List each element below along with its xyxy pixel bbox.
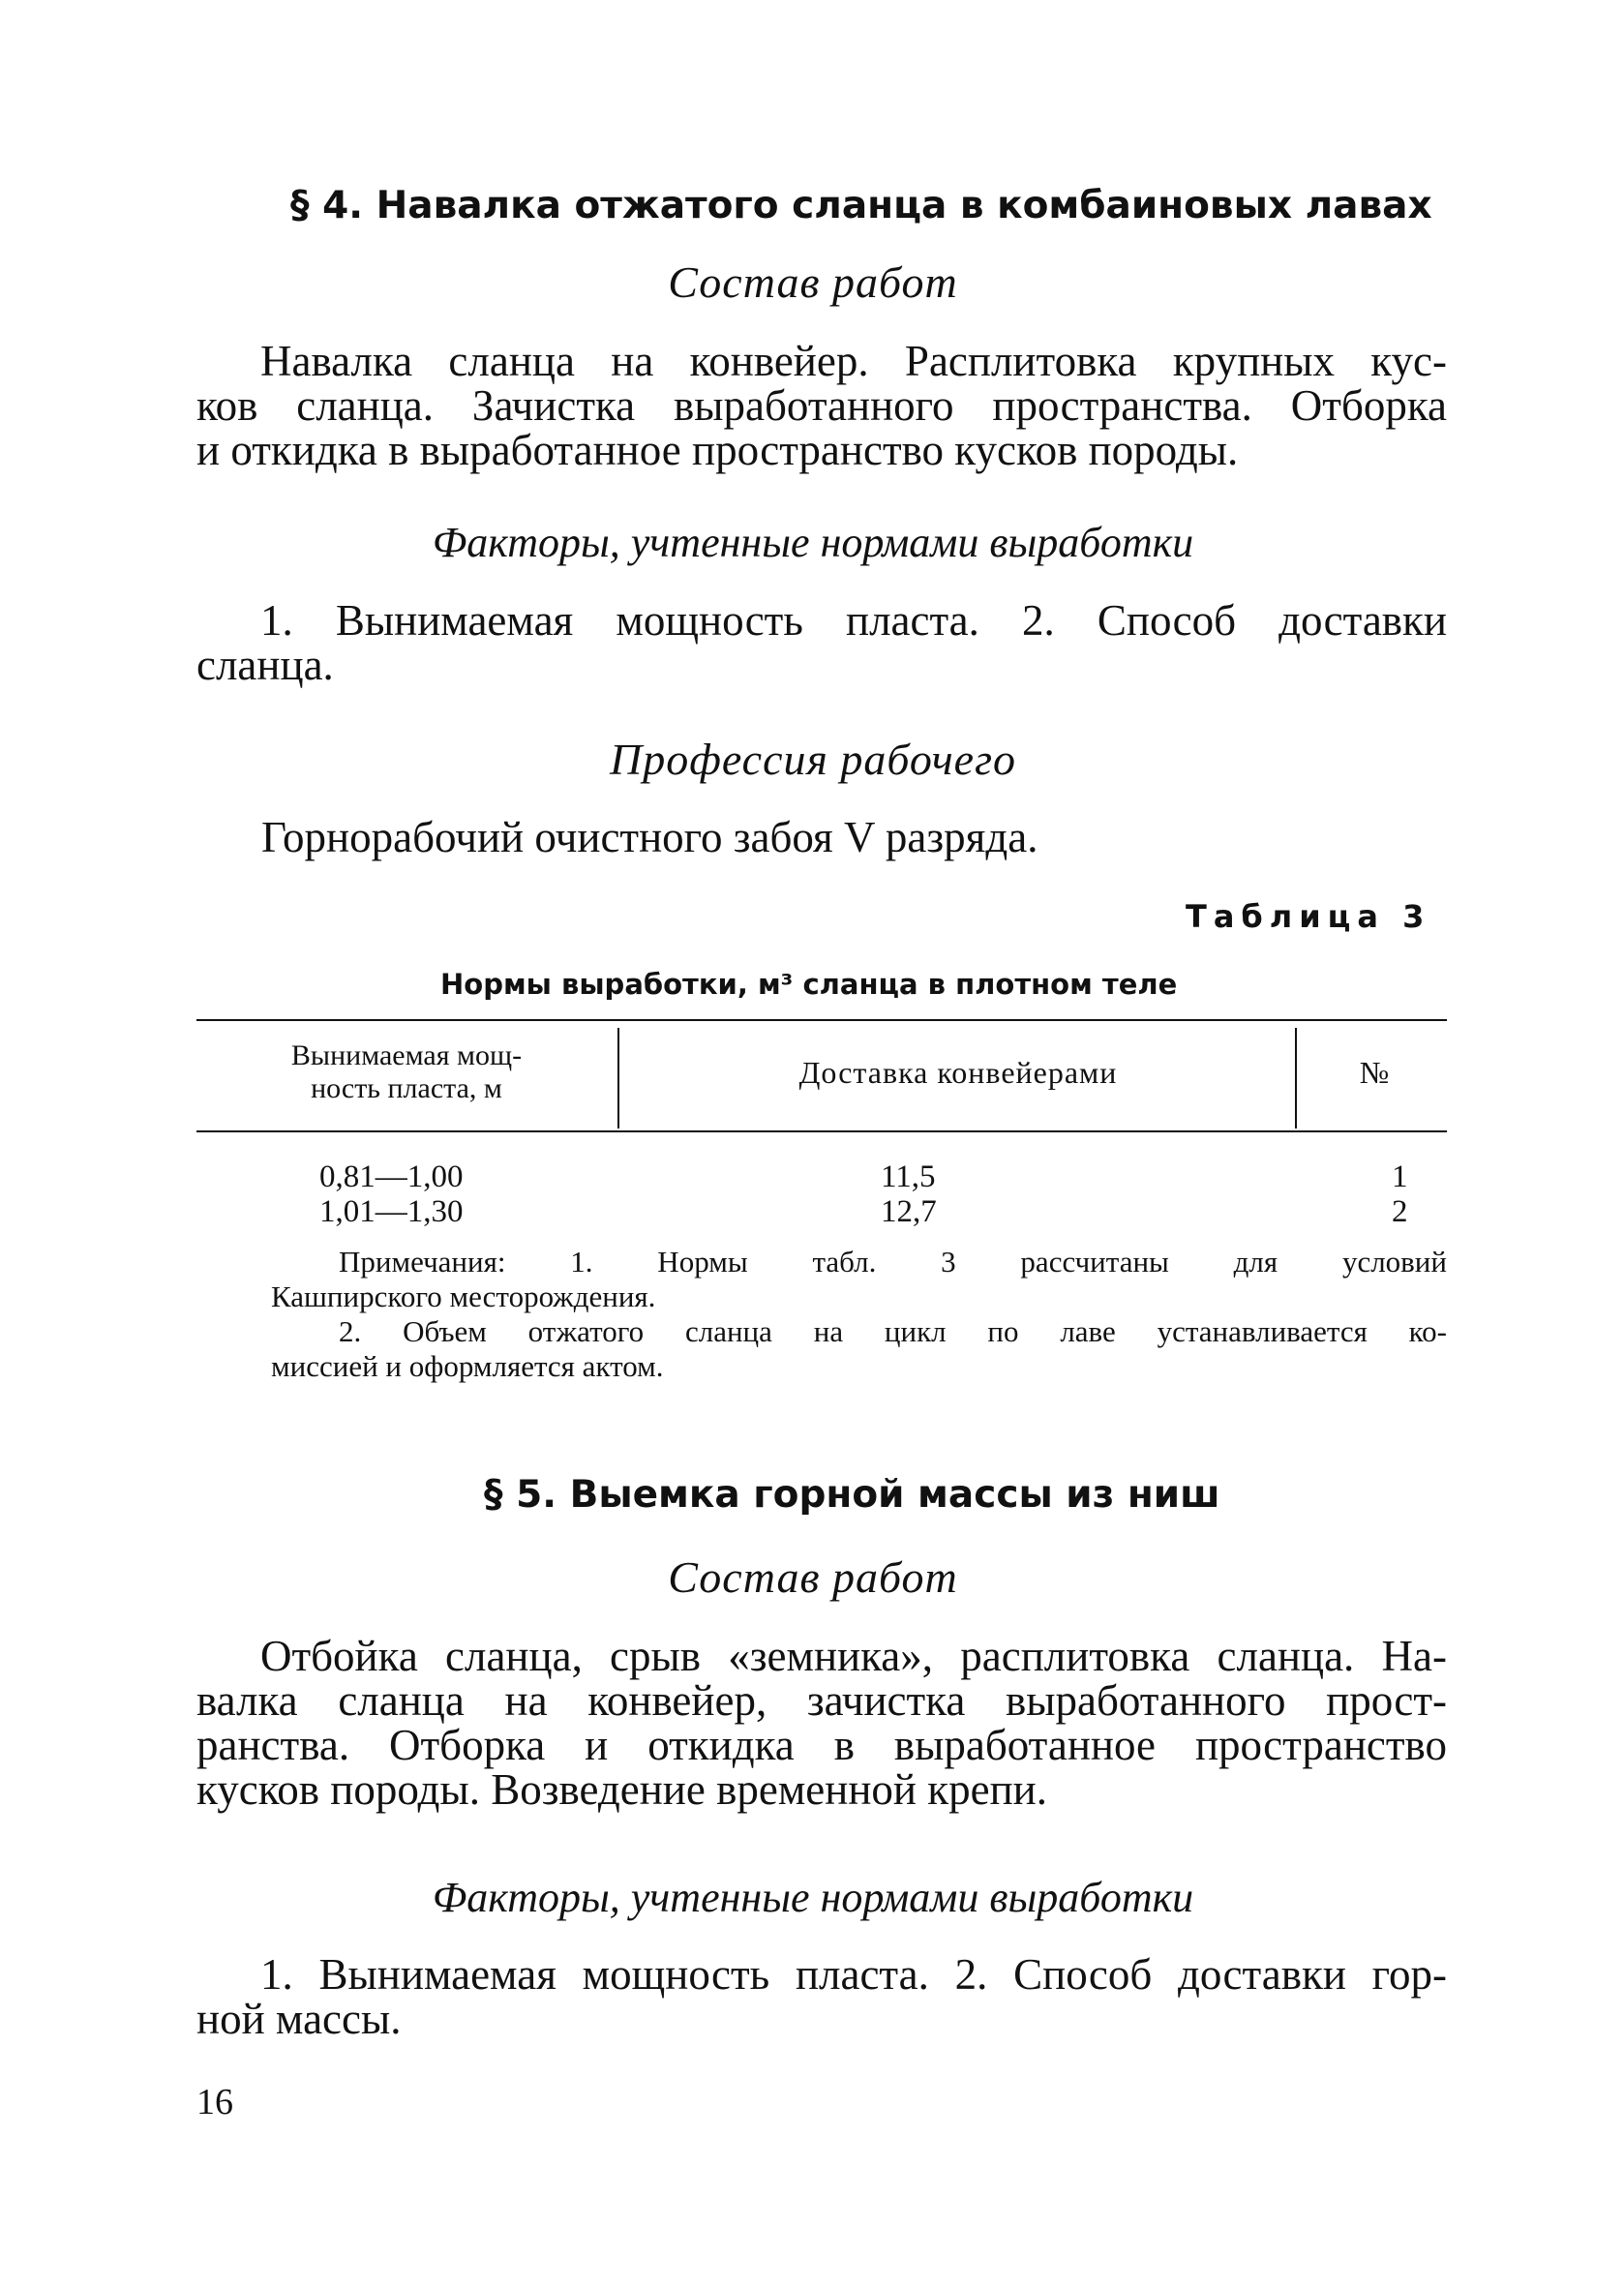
text-line: кусков породы. Возведение временной крепи. [196,1765,1048,1814]
section-5-heading: § 5. Выемка горной массы из ниш [484,1473,1220,1517]
header-line: ность пласта, м [311,1072,502,1104]
text-line: сланца. [196,641,334,689]
table-header-thickness [203,1039,610,1105]
section-5-composition-text [196,1634,1447,1812]
cell-norm: 11,5 [881,1159,936,1194]
section-4-composition-title: Состав работ [668,257,958,307]
text-line: Навалка сланца на конвейер. Расплитовка крупных кус- [260,337,1447,385]
cell-thickness: 1,01—1,30 [319,1194,464,1229]
table-top-rule [196,1019,1447,1021]
section-5-composition-title: Состав работ [668,1552,958,1602]
text-line: ранства. Отборка и откидка в выработанное пространство [196,1721,1447,1769]
text-line: валка сланца на конвейер, зачистка выработанного прост- [196,1676,1447,1725]
table-row [0,1194,1624,1229]
section-4-profession-title: Профессия рабочего [609,735,1017,784]
cell-norm: 12,7 [881,1194,937,1229]
note-line: 2. Объем отжатого сланца на цикл по лаве устанавливается ко- [339,1314,1447,1348]
table-header-number: № [1359,1055,1390,1090]
note-line: Примечания: 1. Нормы табл. 3 рассчитаны для условий [339,1245,1447,1279]
text-line: Отбойка сланца, срыв «земника», расплитовка сланца. На- [260,1632,1447,1680]
section-4-composition-text [196,339,1447,472]
section-4-profession-text: Горнорабочий очистного забоя V разряда. [261,813,1038,861]
page-number: 16 [196,2082,233,2122]
cell-thickness: 0,81—1,00 [319,1159,464,1194]
table-notes [271,1245,1447,1384]
section-5-factors-text [196,1952,1447,2041]
table-header-delivery: Доставка конвейерами [798,1055,1118,1090]
section-4-heading: § 4. Навалка отжатого сланца в комбаиновых лавах [290,184,1432,227]
cell-number: 1 [1392,1159,1408,1194]
table-column-divider-2 [1295,1028,1297,1128]
table-row [0,1159,1624,1194]
section-5-factors-title: Факторы, учтенные нормами выработки [432,1874,1194,1921]
text-line: ной массы. [196,1995,402,2043]
note-line: Кашпирского месторождения. [271,1279,656,1313]
cell-number: 2 [1392,1194,1408,1229]
text-line: ков сланца. Зачистка выработанного пространства. Отборка [196,381,1447,430]
table-header-rule [196,1130,1447,1132]
text-line: 1. Вынимаемая мощность пласта. 2. Способ доставки гор- [260,1950,1447,1999]
header-line: Вынимаемая мощ- [290,1039,523,1071]
text-line: и откидка в выработанное пространство кусков породы. [196,426,1239,474]
section-4-factors-text [196,598,1447,687]
table-label: Таблица 3 [1186,898,1431,935]
section-4-factors-title: Факторы, учтенные нормами выработки [432,519,1194,566]
note-line: миссией и оформляется актом. [271,1349,664,1383]
text-line: 1. Вынимаемая мощность пласта. 2. Способ доставки [260,596,1447,645]
table-caption: Нормы выработки, м³ сланца в плотном теле [440,968,1178,1001]
table-column-divider-1 [617,1028,619,1128]
